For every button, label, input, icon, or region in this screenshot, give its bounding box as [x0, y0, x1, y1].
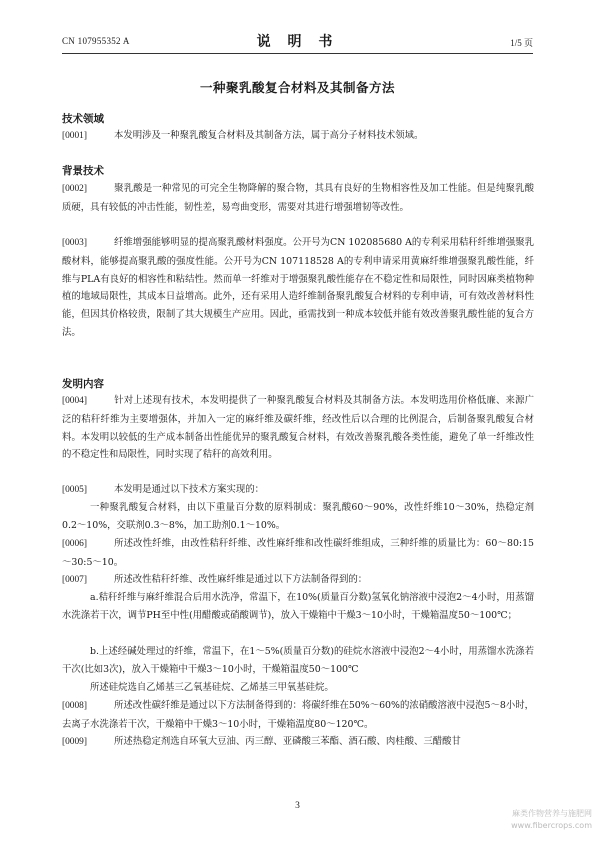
paragraph-0007-silane-note: 所述硅烷选自乙烯基三乙氧基硅烷、乙烯基三甲氧基硅烷。: [90, 682, 334, 693]
watermark-url: www.fibercrops.com: [511, 821, 592, 830]
paragraph-number: [0005]: [62, 485, 87, 495]
page-header: [62, 31, 533, 51]
paragraph-number: [0004]: [62, 396, 87, 406]
section-heading-summary: 发明内容: [62, 378, 104, 390]
section-heading-background: 背景技术: [62, 165, 104, 177]
paragraph-number: [0007]: [62, 575, 87, 585]
paragraph-0007-step-a: a.秸秆纤维与麻纤维混合后用水洗净，常温下，在10%(质量百分数)氢氧化钠溶液中浸泡2～4小时，用蒸馏水洗涤若干次，调节PH至中性(用醋酸或硝酸调节)，放入干燥箱中干燥3～10小时，干燥箱温度50～100℃；: [62, 592, 534, 621]
paragraph-0005-composition: 一种聚乳酸复合材料，由以下重量百分数的原料制成：聚乳酸60～90%，改性纤维10～30%，热稳定剂0.2～10%，交联剂0.3～8%，加工助剂0.1～10%。: [62, 502, 534, 531]
paragraph-text: 所述改性秸秆纤维、改性麻纤维是通过以下方法制备得到的：: [114, 574, 368, 585]
paragraph-text: 针对上述现有技术，本发明提供了一种聚乳酸复合材料及其制备方法。本发明选用价格低廉、来源广泛的秸秆纤维为主要增强体，并加入一定的麻纤维及碳纤维，经改性后以合理的比例混合，后制备聚乳酸复合材料。本发明以较低的生产成本制备出性能优异的聚乳酸复合材料，有效改善聚乳酸各类性能，避免了单一纤维改性的不稳定性和局限性，同时实现了秸秆的高效利用。: [62, 395, 534, 461]
paragraph-text: 本发明是通过以下技术方案实现的：: [114, 484, 265, 495]
page-indicator: 1/5 页: [510, 38, 533, 48]
page-number: 3: [295, 801, 300, 811]
header-divider: [62, 53, 533, 54]
paragraph-0007-step-b: b.上述经碱处理过的纤维，常温下，在1～5%(质量百分数)的硅烷水溶液中浸泡2～4小时，用蒸馏水洗涤若干次(比如3次)，放入干燥箱中干燥3～10小时，干燥箱温度50～100℃: [62, 646, 534, 675]
paragraph-text: 所述改性碳纤维是通过以下方法制备得到的：将碳纤维在50%～60%的浓硝酸溶液中浸泡5～8小时，去离子水洗涤若干次，干燥箱中干燥3～10小时，干燥箱温度80～120℃。: [62, 700, 534, 730]
paragraph-0005: [62, 481, 534, 500]
paragraph-0004: [62, 392, 534, 464]
watermark: [468, 808, 592, 832]
paragraph-0001: [62, 127, 534, 146]
paragraph-0009: [62, 733, 534, 752]
paragraph-number: [0009]: [62, 737, 87, 747]
paragraph-0003: [62, 234, 534, 342]
section-heading-technical-field: 技术领域: [62, 113, 104, 125]
patent-number: CN 107955352 A: [62, 36, 130, 46]
paragraph-0002: [62, 180, 534, 217]
paragraph-0008: [62, 697, 534, 734]
paragraph-text: 所述热稳定剂选自环氧大豆油、丙三醇、亚磷酸三苯酯、酒石酸、肉桂酸、三醋酸甘: [114, 736, 461, 747]
paragraph-number: [0008]: [62, 701, 87, 711]
paragraph-number: [0003]: [62, 238, 87, 248]
paragraph-number: [0006]: [62, 539, 87, 549]
paragraph-text: 聚乳酸是一种常见的可完全生物降解的聚合物，其具有良好的生物相容性及加工性能。但是纯聚乳酸质硬，具有较低的冲击性能，韧性差，易弯曲变形，需要对其进行增强增韧等改性。: [62, 183, 534, 213]
document-type-heading: 说 明 书: [256, 34, 339, 50]
paragraph-text: 纤维增强能够明显的提高聚乳酸材料强度。公开号为CN 102085680 A的专利采用秸秆纤维增强聚乳酸材料，能够提高聚乳酸的强度性能。公开号为CN 107118528 A的专利申请采用黄麻纤维增强聚乳酸性能，纤维与PLA有良好的相容性和粘结性。然而单一纤维对于增强聚乳酸性能存在不稳定性和局限性，同时因麻类植物种植的地域局限性，其成本日益增高。此外，还有采用人造纤维制备聚乳酸复合材料的专利申请，可有效改善材料性能，但因其价格较贵，限制了其大规模生产应用。因此，亟需找到一种成本较低并能有效改善聚乳酸性能的复合方法。: [62, 237, 534, 338]
paragraph-0007: [62, 571, 534, 590]
paragraph-text: 本发明涉及一种聚乳酸复合材料及其制备方法，属于高分子材料技术领域。: [114, 130, 424, 141]
watermark-site-name: 麻类作物营养与施肥网: [512, 809, 592, 818]
paragraph-0006: [62, 535, 534, 572]
paragraph-text: 所述改性纤维，由改性秸秆纤维、改性麻纤维和改性碳纤维组成，三种纤维的质量比为：60～80:15～30:5～10。: [62, 538, 534, 568]
paragraph-number: [0001]: [62, 131, 87, 141]
paragraph-number: [0002]: [62, 184, 87, 194]
document-title: 一种聚乳酸复合材料及其制备方法: [199, 80, 395, 95]
